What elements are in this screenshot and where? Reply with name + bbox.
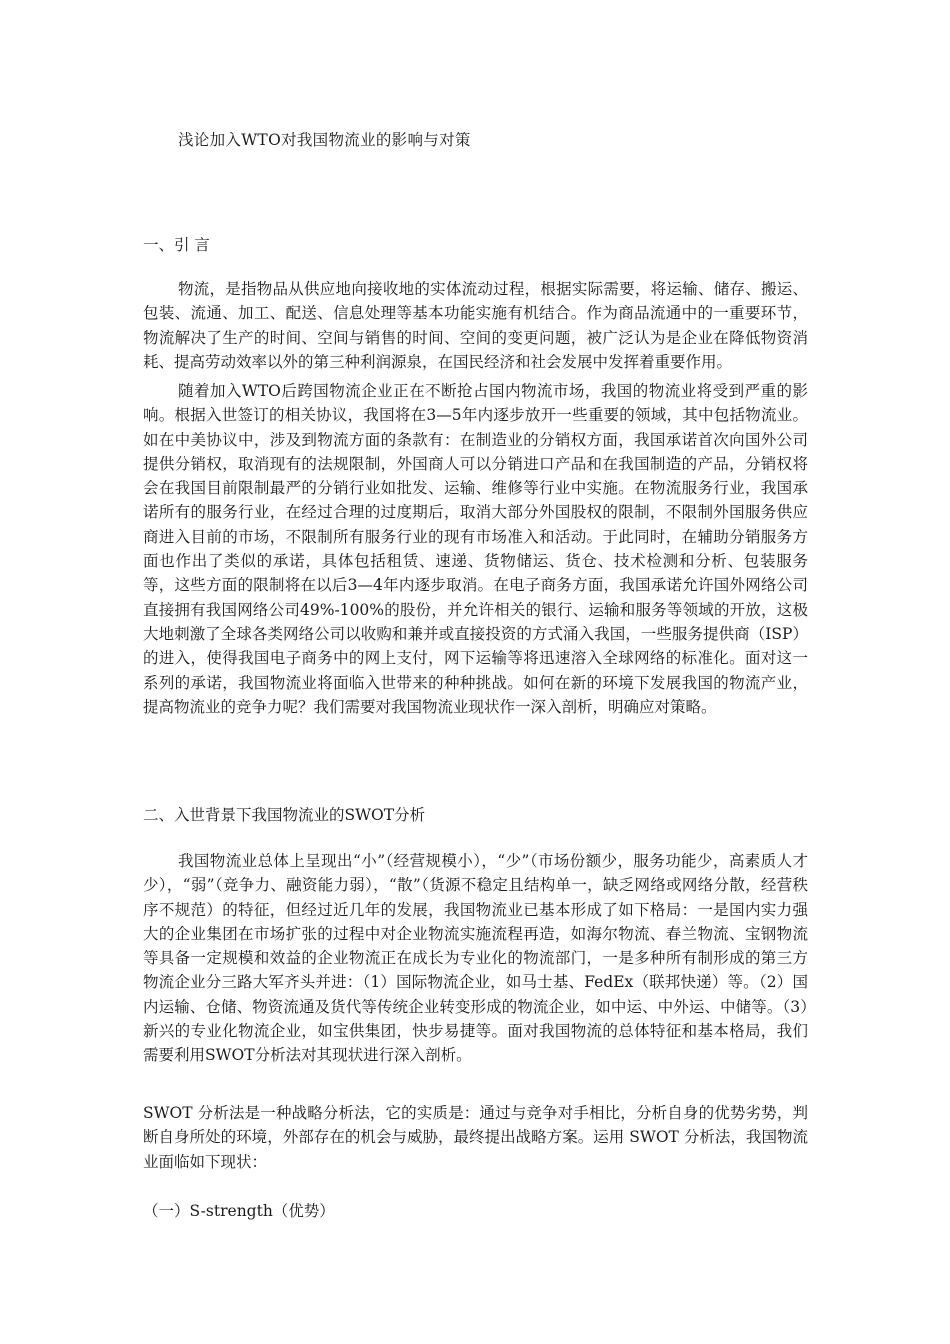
paragraph-swot-method: SWOT 分析法是一种战略分析法，它的实质是：通过与竞争对手相比，分析自身的优势劣势，判断自身所处的环境，外部存在的机会与威胁，最终提出战略方案。运用 SWOT 分析法，我国物流业面临如下现状： bbox=[143, 1104, 808, 1171]
document-title: 浅论加入WTO对我国物流业的影响与对策 bbox=[178, 131, 471, 149]
section-heading-swot: 二、入世背景下我国物流业的SWOT分析 bbox=[143, 806, 426, 824]
paragraph-industry-structure: 我国物流业总体上呈现出“小”（经营规模小），“少”（市场份额少，服务功能少，高素质人才少），“弱”（竞争力、融资能力弱），“散”（货源不稳定且结构单一，缺乏网络或网络分散，经营秩序不规范）的特征，但经过近几年的发展，我国物流业已基本形成了如下格局：一是国内实力强大的企业集团在市场扩张的过程中对企业物流实施流程再造，如海尔物流、春兰物流、宝钢物流等具备一定规模和效益的企业物流正在成长为专业化的物流部门，一是多种所有制形成的第三方物流企业分三路大军齐头并进：（1）国际物流企业，如马士基、FedEx（联邦快递）等。（2）国内运输、仓储、物资流通及货代等传统企业转变形成的物流企业，如中运、中外运、中储等。（3）新兴的专业化物流企业，如宝供集团，快步易捷等。面对我国物流的总体特征和基本格局，我们需要利用SWOT分析法对其现状进行深入剖析。 bbox=[143, 852, 808, 1065]
subheading-strength: （一）S-strength（优势） bbox=[143, 1202, 335, 1220]
section-heading-introduction: 一、引 言 bbox=[143, 236, 210, 254]
paragraph-logistics-definition: 物流，是指物品从供应地向接收地的实体流动过程，根据实际需要，将运输、储存、搬运、包装、流通、加工、配送、信息处理等基本功能实施有机结合。作为商品流通中的一重要环节，物流解决了生产的时间、空间与销售的时间、空间的变更问题，被广泛认为是企业在降低物资消耗、提高劳动效率以外的第三种利润源泉，在国民经济和社会发展中发挥着重要作用。 bbox=[143, 280, 808, 371]
paragraph-wto-impact: 随着加入WTO后跨国物流企业正在不断抢占国内物流市场，我国的物流业将受到严重的影响。根据入世签订的相关协议，我国将在3—5年内逐步放开一些重要的领域，其中包括物流业。如在中美协议中，涉及到物流方面的条款有：在制造业的分销权方面，我国承诺首次向国外公司提供分销权，取消现有的法规限制，外国商人可以分销进口产品和在我国制造的产品，分销权将会在我国目前限制最严的分销行业如批发、运输、维修等行业中实施。在物流服务行业，我国承诺所有的服务行业，在经过合理的过度期后，取消大部分外国股权的限制，不限制外国服务供应商进入目前的市场，不限制所有服务行业的现有市场准入和活动。于此同时，在辅助分销服务方面也作出了类似的承诺，具体包括租赁、速递、货物储运、货仓、技术检测和分析、包装服务等，这些方面的限制将在以后3—4年内逐步取消。在电子商务方面，我国承诺允许国外网络公司直接拥有我国网络公司49%-100%的股份，并允许相关的银行、运输和服务等领域的开放，这极大地刺激了全球各类网络公司以收购和兼并或直接投资的方式涌入我国，一些服务提供商（ISP）的进入，使得我国电子商务中的网上支付，网下运输等将迅速溶入全球网络的标准化。面对这一系列的承诺，我国物流业将面临入世带来的种种挑战。如何在新的环境下发展我国的物流产业，提高物流业的竞争力呢？我们需要对我国物流业现状作一深入剖析，明确应对策略。 bbox=[143, 382, 808, 716]
